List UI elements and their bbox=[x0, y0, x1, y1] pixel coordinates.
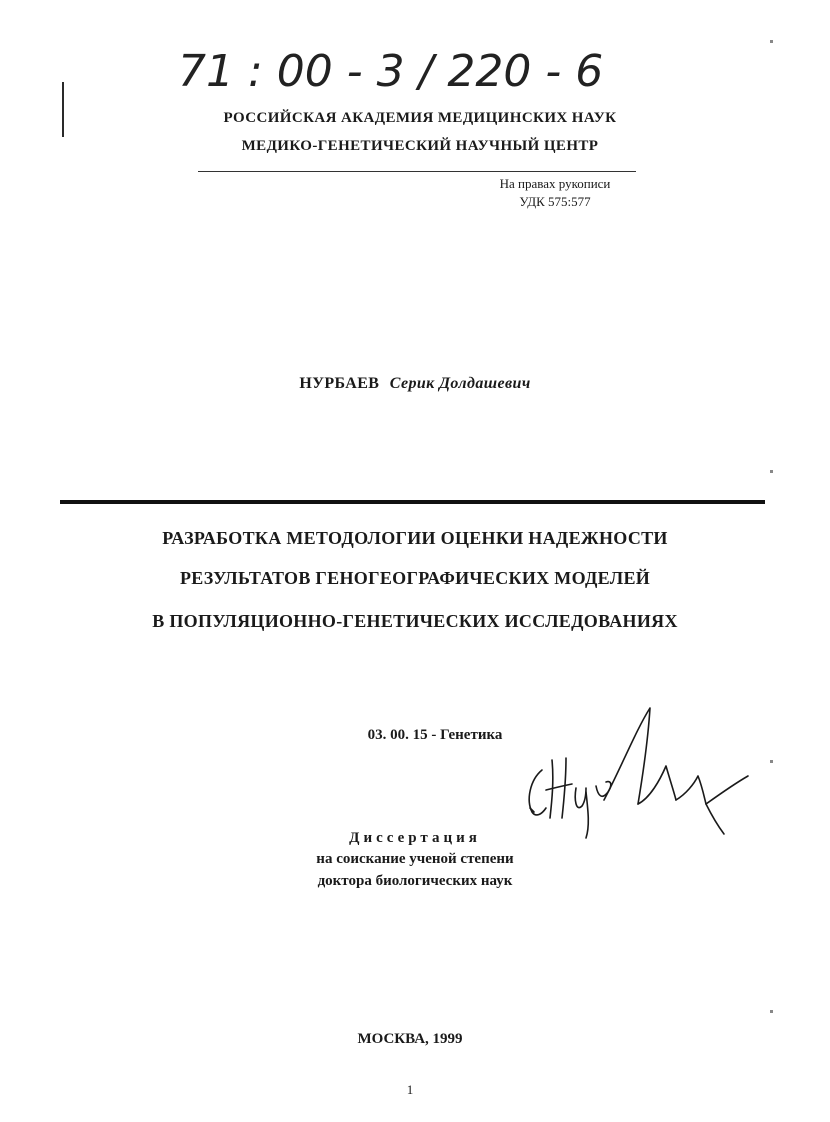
title-divider bbox=[60, 500, 765, 504]
scan-artifact bbox=[770, 470, 773, 473]
author-name bbox=[0, 375, 830, 393]
dissertation-degree-line-1: на соискание ученой степени bbox=[316, 851, 514, 867]
specialty-code: 03. 00. 15 - Генетика bbox=[367, 727, 503, 743]
city-year: МОСКВА, 1999 bbox=[357, 1031, 463, 1047]
dissertation-type: Диссертация bbox=[349, 830, 481, 846]
manuscript-rights: На правах рукописи bbox=[499, 176, 611, 191]
handwritten-archive-number bbox=[178, 38, 604, 108]
scan-artifact bbox=[770, 1010, 773, 1013]
dissertation-degree-line-2: доктора биологических наук bbox=[317, 873, 513, 889]
author-surname: НУРБАЕВ bbox=[299, 375, 380, 392]
organization-line-2: МЕДИКО-ГЕНЕТИЧЕСКИЙ НАУЧНЫЙ ЦЕНТР bbox=[241, 138, 599, 154]
title-line-2: РЕЗУЛЬТАТОВ ГЕНОГЕОГРАФИЧЕСКИХ МОДЕЛЕЙ bbox=[179, 568, 651, 588]
handwritten-signature bbox=[520, 700, 760, 850]
left-margin-mark bbox=[62, 82, 64, 137]
author-given-names: Серик Долдашевич bbox=[389, 375, 531, 392]
page-number: 1 bbox=[406, 1082, 414, 1097]
title-line-3: В ПОПУЛЯЦИОННО-ГЕНЕТИЧЕСКИХ ИССЛЕДОВАНИЯХ bbox=[152, 611, 678, 631]
organization-line-1: РОССИЙСКАЯ АКАДЕМИЯ МЕДИЦИНСКИХ НАУК bbox=[223, 110, 617, 126]
scan-artifact bbox=[770, 760, 773, 763]
scan-artifact bbox=[770, 40, 773, 43]
manuscript-rights-block bbox=[470, 175, 640, 211]
title-line-1: РАЗРАБОТКА МЕТОДОЛОГИИ ОЦЕНКИ НАДЕЖНОСТИ bbox=[162, 528, 668, 548]
archive-number-text: 71 : 00 - 3 / 220 - 6 bbox=[178, 46, 604, 97]
udk-code: УДК 575:577 bbox=[519, 194, 591, 209]
organization-divider bbox=[198, 171, 636, 172]
